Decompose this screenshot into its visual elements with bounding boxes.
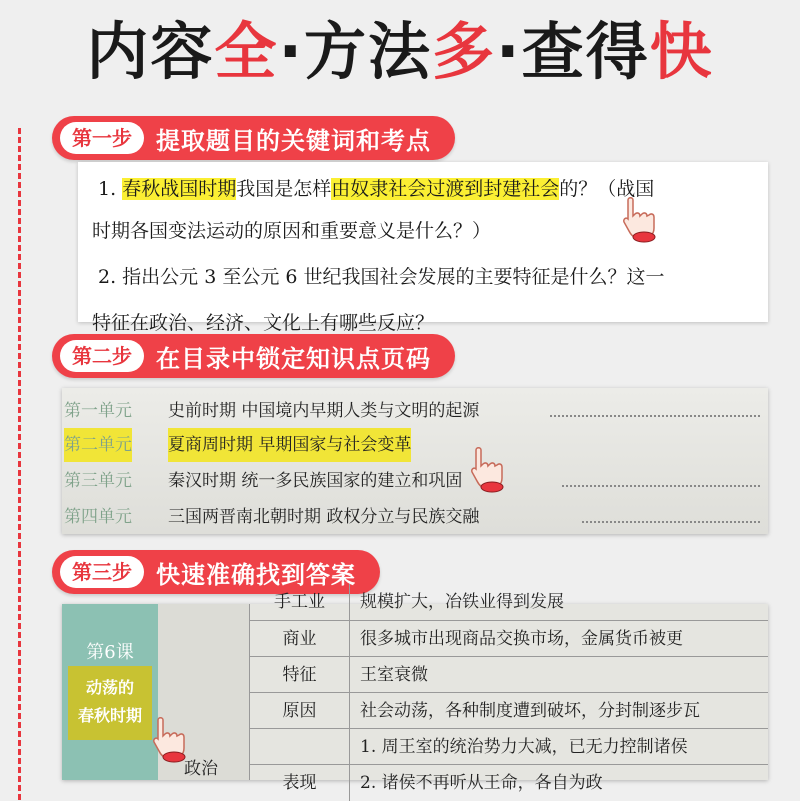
category-label: 政治 <box>184 759 218 779</box>
step-2-banner <box>52 334 455 378</box>
question-1-number: 1. <box>98 178 117 200</box>
toc-unit: 第三单元 <box>64 471 132 491</box>
step-3-title: 快速准确找到答案 <box>156 560 356 589</box>
question-1-end: 的？（战国 <box>559 178 655 200</box>
step-1-badge: 第一步 <box>60 122 144 154</box>
hand-pointer-icon <box>620 196 664 244</box>
headline-sep1: ·方法 <box>278 15 432 88</box>
table-row <box>250 764 768 800</box>
toc-unit: 第二单元 <box>64 428 132 462</box>
headline-red-3: 快 <box>649 15 714 88</box>
table-of-contents-panel <box>62 388 768 534</box>
step-1-banner <box>52 116 455 160</box>
headline-red-2: 多 <box>432 15 497 88</box>
question-panel <box>78 162 768 334</box>
toc-title: 夏商周时期 早期国家与社会变革 <box>168 428 411 462</box>
toc-title: 三国两晋南北朝时期 政权分立与民族交融 <box>168 507 480 527</box>
question-2-line-1: 2. 指出公元 3 至公元 6 世纪我国社会发展的主要特征是什么？这一 <box>98 266 665 288</box>
keyword-highlight-2: 由奴隶社会过渡到封建社会 <box>331 178 560 200</box>
table-row <box>250 692 768 728</box>
headline-sep2: ·查得 <box>496 15 650 88</box>
toc-title: 史前时期 中国境内早期人类与文明的起源 <box>168 401 480 421</box>
lesson-column <box>62 604 158 780</box>
toc-leader-dots <box>582 521 760 523</box>
lesson-title-line-2: 春秋时期 <box>77 706 142 725</box>
step-3-badge: 第三步 <box>60 556 144 588</box>
row-value: 很多城市出现商品交换市场，金属货币被更 <box>360 629 683 649</box>
toc-row-2 <box>62 428 768 462</box>
row-value: 社会动荡，各种制度遭到破坏，分封制逐步瓦 <box>360 701 700 721</box>
headline <box>0 0 800 104</box>
row-key <box>250 729 350 765</box>
row-key: 特征 <box>250 657 350 693</box>
question-1-middle: 我国是怎样 <box>236 178 332 200</box>
question-1-line-2: 时期各国变法运动的原因和重要意义是什么？） <box>92 220 492 242</box>
toc-title: 秦汉时期 统一多民族国家的建立和巩固 <box>168 471 463 491</box>
row-key: 商业 <box>250 621 350 657</box>
headline-red-1: 全 <box>214 15 279 88</box>
row-key: 手工业 <box>250 584 350 620</box>
timeline-dashed-line <box>18 128 21 800</box>
step-2-title: 在目录中锁定知识点页码 <box>156 344 431 373</box>
hand-pointer-icon <box>150 716 194 764</box>
toc-unit: 第一单元 <box>64 401 132 421</box>
toc-row-3 <box>62 464 768 498</box>
lesson-title <box>68 666 152 740</box>
table-row <box>250 584 768 620</box>
row-value: 2. 诸侯不再听从王命，各自为政 <box>360 773 603 793</box>
keyword-highlight-1: 春秋战国时期 <box>122 178 237 200</box>
row-value: 规模扩大，冶铁业得到发展 <box>360 592 564 612</box>
step-2-badge: 第二步 <box>60 340 144 372</box>
toc-row-4 <box>62 500 768 534</box>
row-value: 1. 周王室的统治势力大减，已无力控制诸侯 <box>360 737 688 757</box>
hand-pointer-icon <box>468 446 512 494</box>
row-key: 原因 <box>250 693 350 729</box>
table-row <box>250 620 768 656</box>
lesson-number: 第6课 <box>86 642 134 663</box>
toc-leader-dots <box>562 485 760 487</box>
lesson-title-line-1: 动荡的 <box>85 678 134 697</box>
row-value: 王室衰微 <box>360 665 428 685</box>
toc-unit: 第四单元 <box>64 507 132 527</box>
toc-leader-dots <box>550 415 760 417</box>
table-row <box>250 728 768 764</box>
step-1-title: 提取题目的关键词和考点 <box>156 126 431 155</box>
headline-part1: 内容 <box>86 15 215 88</box>
question-2-line-2: 特征在政治、经济、文化上有哪些反应？ <box>92 312 435 334</box>
toc-row-1 <box>62 394 768 428</box>
table-row <box>250 656 768 692</box>
row-key: 表现 <box>250 765 350 801</box>
